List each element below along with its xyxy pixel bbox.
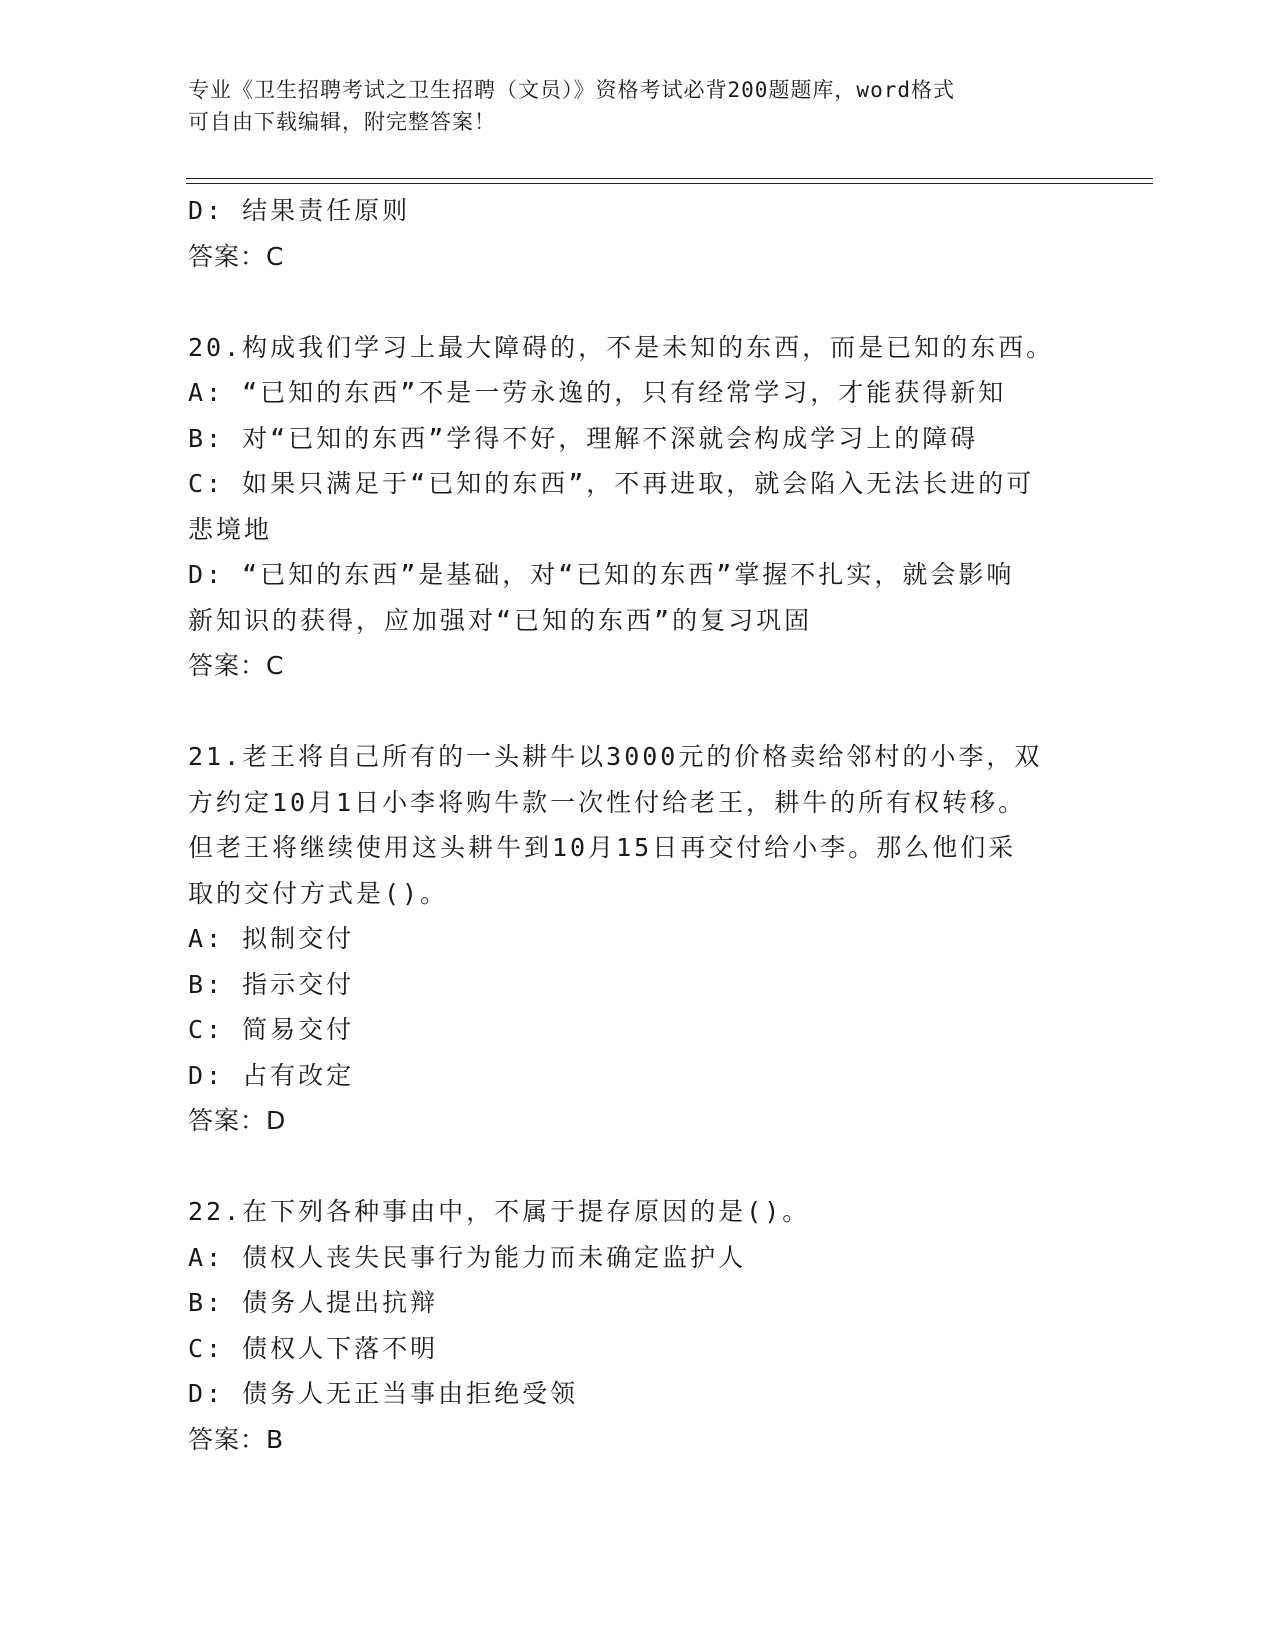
option-c: C: 债权人下落不明 <box>188 1333 439 1363</box>
spacer <box>188 689 1088 735</box>
option-d: D: “已知的东西”是基础，对“已知的东西”掌握不扎实，就会影响 <box>188 560 1015 589</box>
answer-line: 答案：D <box>188 1106 287 1135</box>
page-header <box>188 74 1068 138</box>
question-stem-continued: 但老王将继续使用这头耕牛到10月15日再交付给小李。那么他们采 <box>188 833 1017 862</box>
option-c-continued: 悲境地 <box>188 514 273 544</box>
option-b: B: 指示交付 <box>188 969 355 999</box>
question-stem: 21.老王将自己所有的一头耕牛以3000元的价格卖给邻村的小李，双 <box>188 742 1043 771</box>
option-a: A: 拟制交付 <box>188 924 355 953</box>
spacer <box>188 279 1088 325</box>
answer-line: 答案：C <box>188 651 285 680</box>
option-c: C: 简易交付 <box>188 1015 355 1044</box>
question-block-20 <box>188 325 1088 689</box>
answer-line: 答案：C <box>188 241 285 271</box>
question-block-21 <box>188 734 1088 1144</box>
option-a: A: “已知的东西”不是一劳永逸的，只有经常学习，才能获得新知 <box>188 378 1007 407</box>
question-list <box>188 188 1088 1462</box>
option-d-continued: 新知识的获得，应加强对“已知的东西”的复习巩固 <box>188 605 813 635</box>
question-block-22 <box>188 1189 1088 1462</box>
option-d: D: 占有改定 <box>188 1060 355 1090</box>
header-divider <box>186 178 1153 184</box>
option-d: D: 债务人无正当事由拒绝受领 <box>188 1379 579 1408</box>
option-d: D: 结果责任原则 <box>188 196 411 225</box>
question-stem: 22.在下列各种事由中，不属于提存原因的是()。 <box>188 1197 811 1226</box>
spacer <box>188 1144 1088 1190</box>
option-b: B: 债务人提出抗辩 <box>188 1288 439 1317</box>
option-c: C: 如果只满足于“已知的东西”，不再进取，就会陷入无法长进的可 <box>188 469 1035 498</box>
answer-line: 答案：B <box>188 1424 285 1454</box>
header-title-line-2: 可自由下载编辑，附完整答案！ <box>188 110 496 134</box>
option-b: B: 对“已知的东西”学得不好，理解不深就会构成学习上的障碍 <box>188 423 979 453</box>
question-stem-continued: 取的交付方式是()。 <box>188 878 449 908</box>
question-stem-continued: 方约定10月1日小李将购牛款一次性付给老王，耕牛的所有权转移。 <box>188 787 1027 817</box>
question-stem: 20.构成我们学习上最大障碍的，不是未知的东西，而是已知的东西。 <box>188 332 1055 362</box>
option-a: A: 债权人丧失民事行为能力而未确定监护人 <box>188 1242 747 1272</box>
question-block-previous <box>188 188 1088 279</box>
header-title-line-1: 专业《卫生招聘考试之卫生招聘（文员）》资格考试必背200题题库，word格式 <box>188 78 955 102</box>
